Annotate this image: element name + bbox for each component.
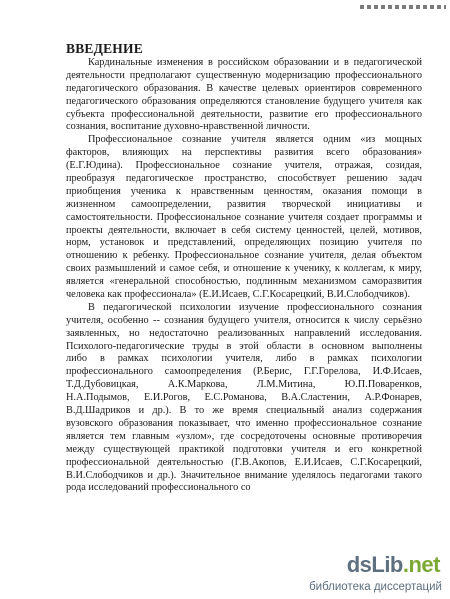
text-line: Н.А.Подымов, Е.И.Рогов, Е.С.Романова, В.А.Сластенин, А.Р.Фонарев, [66, 392, 422, 404]
text-line: Кардинальные изменения в российском образовании и в педагогической [88, 57, 422, 68]
text-line: деятельности предполагают существенную модернизацию профессионального [66, 69, 422, 81]
scan-artifact [360, 5, 446, 9]
text-line: между существующей практикой подготовки учителя и его конкретной [66, 443, 422, 455]
text-line: либо в рамках психологии учителя, либо в рамках психологии [66, 353, 422, 365]
text-line: профессионального самоопределения (Р.Берис, Г.Г.Горелова, И.Ф.Исаев, [66, 366, 422, 378]
logo-main-text: dsLib [346, 552, 403, 577]
body-text [66, 57, 422, 495]
text-line: является тем главным «узлом», где сосредоточены основные противоречия [66, 430, 422, 442]
logo-wordmark [347, 552, 440, 578]
text-line: сознания, воспитание духовно-нравственной личности. [66, 121, 310, 133]
section-heading: ВВЕДЕНИЕ [66, 41, 143, 56]
text-line: рода исследований профессионального со [66, 482, 251, 494]
text-line: учителя, особенно -- сознания будущего учителя, относится к числу серьёзно [66, 314, 422, 326]
text-line: факторов, влияющих на перспективы развития всего образования» [66, 147, 422, 159]
text-line: жизненном самоопределении, развития творческой инициативы и [66, 198, 422, 210]
text-line: своих размышлений и самое себя, и отношение к ученику, к коллегам, к миру, [66, 263, 422, 275]
text-line: педагогического образования определяются становление будущего учителя как [66, 95, 422, 107]
text-line: вузовского образования показывает, что именно профессиональное сознание [66, 417, 422, 429]
text-line: Психолого-педагогические труды в этой области в основном выполнены [66, 340, 422, 352]
text-line: норм, установок и представлений, определяющих позицию учителя по [66, 237, 422, 249]
text-line: отношению к ребенку. Профессиональное сознание учителя, делая объектом [66, 250, 422, 262]
text-line: В.И.Слободчиков и др.). Значительное внимание уделялось педагогами такого [66, 469, 422, 481]
logo-subtitle: библиотека диссертаций [309, 581, 442, 593]
text-line: В педагогической психологии изучение профессионального сознания [88, 301, 422, 313]
text-line: В.Д.Шадриков и др.). В то же время специальный анализ содержания [66, 405, 422, 417]
text-line: профессиональной деятельностью (Г.В.Акопов, Е.И.Исаев, С.Г.Косарецкий, [66, 456, 422, 468]
text-line: человека как профессионала» (Е.И.Исаев, С.Г.Косарецкий, В.И.Слободчиков). [66, 289, 411, 301]
watermark-logo [300, 552, 450, 599]
text-line: заявленных, но недостаточно реализованных направлений исследования. [66, 327, 422, 339]
text-line: самостоятельности. Профессиональное сознание учителя создает программы и [66, 211, 422, 223]
text-line: субъекта профессиональной деятельности, развитие его профессионального [66, 108, 422, 120]
text-line: приобщения ученика к нравственным ценностям, оказания помощи в [66, 185, 422, 197]
text-line: преобразуя педагогическое пространство, способствует решению задач [66, 173, 422, 185]
text-line: Т.Д.Дубовицкая, А.К.Маркова, Л.М.Митина, Ю.П.Поваренков, [66, 379, 422, 391]
text-line: педагогического образования. В качестве целевых ориентиров современного [66, 82, 422, 94]
logo-accent-text: .net [402, 552, 440, 577]
text-line: проекты деятельности, включает в себя систему ценностей, целей, мотивов, [66, 224, 422, 236]
text-line: является «генеральной способностью, подлинным механизмом саморазвития [66, 276, 422, 288]
text-line: Профессиональное сознание учителя является одним «из мощных [88, 134, 422, 146]
text-line: (Е.Г.Юдина). Профессиональное сознание учителя, отражая, созидая, [66, 160, 422, 172]
